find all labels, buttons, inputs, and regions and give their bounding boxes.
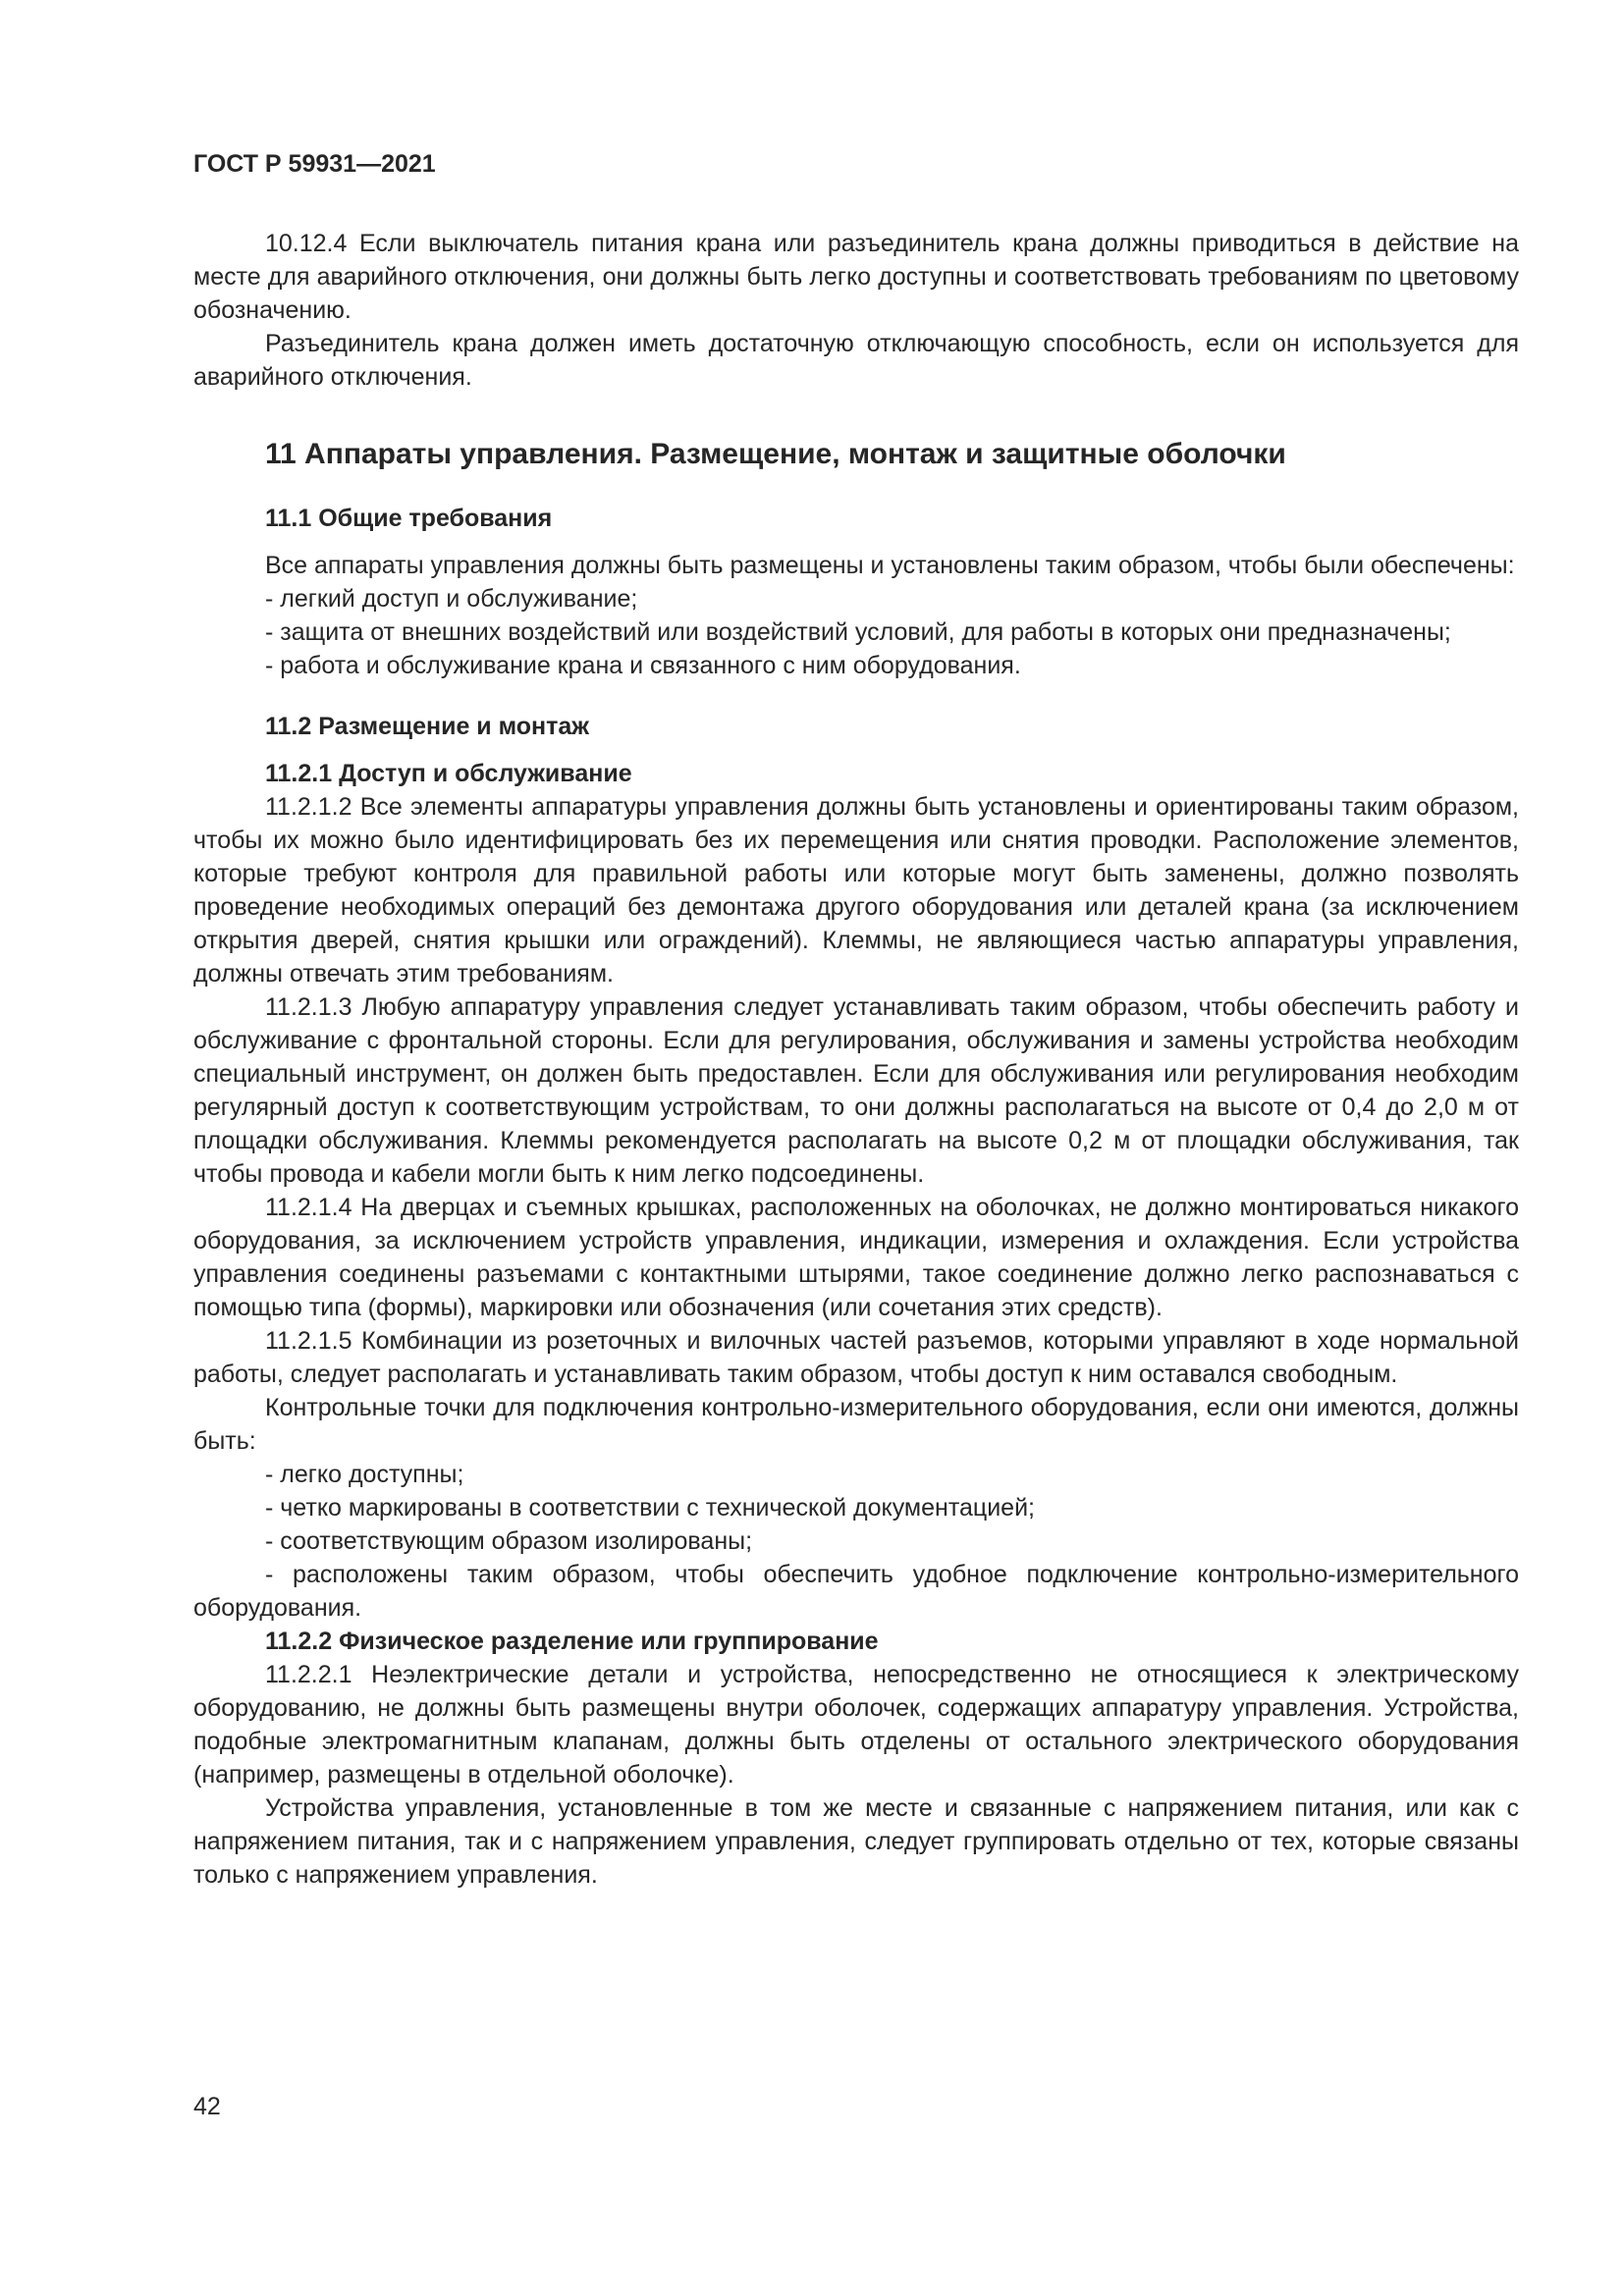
list-item: - работа и обслуживание крана и связанного с ним оборудования. [265,652,1021,679]
list-item: - легкий доступ и обслуживание; [265,585,638,613]
list-item: - соответствующим образом изолированы; [265,1527,753,1555]
section-11-1-title: 11.1 Общие требования [265,505,553,532]
document-page [193,147,1519,1892]
paragraph-11-2-1-4: 11.2.1.4 На дверцах и съемных крышках, расположенных на оболочках, не должно монтироваться никакого оборудования, за исключением устройств управления, индикации, измерения и охлаждения. Если устройства управления соединены разъемами с контактными штырями, такое соединение должно легко распознаваться с помощью типа (формы), маркировки или обозначения (или сочетания этих средств). [193,1194,1519,1321]
list-item: - расположены таким образом, чтобы обеспечить удобное подключение контрольно-измерительного оборудования. [193,1561,1519,1622]
paragraph-11-2-2-1: 11.2.2.1 Неэлектрические детали и устройства, непосредственно не относящиеся к электрическому оборудованию, не должны быть размещены внутри оболочек, содержащих аппаратуру управления. Устройства, подобные электромагнитным клапанам, должны быть отделены от остального электрического оборудования (например, размещены в отдельной оболочке). [193,1661,1519,1789]
document-id: ГОСТ Р 59931—2021 [193,150,436,178]
paragraph-11-1: Все аппараты управления должны быть размещены и установлены таким образом, чтобы были обеспечены: [265,552,1515,579]
list-item: - легко доступны; [265,1461,464,1488]
section-11-2-2-title: 11.2.2 Физическое разделение или группирование [265,1628,879,1655]
list-item: - защита от внешних воздействий или воздействий условий, для работы в которых они предназначены; [265,618,1451,646]
paragraph-10-12-4: 10.12.4 Если выключатель питания крана или разъединитель крана должны приводиться в действие на месте для аварийного отключения, они должны быть легко доступны и соответствовать требованиям по цветовому обозначению. [193,230,1519,324]
paragraph-grouping: Устройства управления, установленные в том же месте и связанные с напряжением питания, или как с напряжением питания, так и с напряжением управления, следует группировать отдельно от тех, которые связаны только с напряжением управления. [193,1794,1519,1889]
page-number: 42 [193,2093,221,2120]
paragraph-11-2-1-2: 11.2.1.2 Все элементы аппаратуры управления должны быть установлены и ориентированы таким образом, чтобы их можно было идентифицировать без их перемещения или снятия проводки. Расположение элементов, которые требуют контроля для правильной работы или которые могут быть заменены, должно позволять проведение необходимых операций без демонтажа другого оборудования или деталей крана (за исключением открытия дверей, снятия крышки или ограждений). Клеммы, не являющиеся частью аппаратуры управления, должны отвечать этим требованиям. [193,793,1519,988]
list-item: - четко маркированы в соответствии с технической документацией; [265,1494,1035,1522]
section-11-2-1-title: 11.2.1 Доступ и обслуживание [265,760,632,787]
paragraph-test-points: Контрольные точки для подключения контрольно-измерительного оборудования, если они имеются, должны быть: [193,1394,1519,1455]
section-11-title: 11 Аппараты управления. Размещение, монтаж и защитные оболочки [265,438,1286,470]
paragraph-11-2-1-3: 11.2.1.3 Любую аппаратуру управления следует устанавливать таким образом, чтобы обеспечить работу и обслуживание с фронтальной стороны. Если для регулирования, обслуживания и замены устройства необходим специальный инструмент, он должен быть предоставлен. Если для обслуживания или регулирования необходим регулярный доступ к соответствующим устройствам, то они должны располагаться на высоте от 0,4 до 2,0 м от площадки обслуживания. Клеммы рекомендуется располагать на высоте 0,2 м от площадки обслуживания, так чтобы провода и кабели могли быть к ним легко подсоединены. [193,993,1519,1188]
paragraph-disconnector: Разъединитель крана должен иметь достаточную отключающую способность, если он используется для аварийного отключения. [193,330,1519,391]
section-11-2-title: 11.2 Размещение и монтаж [265,713,590,740]
paragraph-11-2-1-5: 11.2.1.5 Комбинации из розеточных и вилочных частей разъемов, которыми управляют в ходе нормальной работы, следует располагать и устанавливать таким образом, чтобы доступ к ним оставался свободным. [193,1327,1519,1388]
